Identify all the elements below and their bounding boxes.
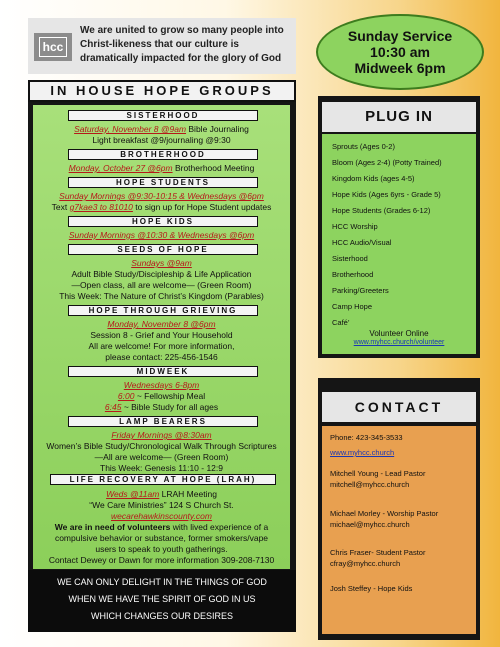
lrah-line-4: users to speak to youth gatherings. (95, 544, 228, 554)
lrah-when-line (34, 489, 289, 499)
plug-in-item: Sprouts (Ages 0-2) (332, 142, 395, 151)
lamp-when (34, 430, 289, 440)
brotherhood-when-line (34, 163, 289, 173)
grieving-line-2: All are welcome! For more information, (88, 341, 235, 351)
seeds-line-2: —Open class, all are welcome— (Green Room) (71, 280, 252, 290)
midweek-header: MIDWEEK (68, 366, 258, 377)
contact-website[interactable]: www.myhcc.church (330, 448, 395, 457)
hope-students-when-text: Sunday Mornings @9:30-10:15 & Wednesdays @6pm (59, 191, 264, 201)
grieving-line-3: please contact: 225-456-1546 (105, 352, 218, 362)
plug-in-item: Sisterhood (332, 254, 368, 263)
midweek-when (34, 380, 289, 390)
brotherhood-when: Monday, October 27 @6pm (68, 163, 173, 173)
seeds-when-text: Sundays @9am (131, 258, 192, 268)
hope-kids-header: HOPE KIDS (68, 216, 258, 227)
seeds-line-3: This Week: The Nature of Christ’s Kingdom (Parables) (59, 291, 264, 301)
plug-in-item: Camp Hope (332, 302, 373, 311)
plug-in-item: Bloom (Ages 2-4) (Potty Trained) (332, 158, 442, 167)
contact-person-1-name: Mitchell Young - Lead Pastor (330, 469, 426, 478)
sisterhood-when: Saturday, November 8 @9am (74, 124, 187, 134)
banner-line-3: WHICH CHANGES OUR DESIRES (90, 611, 233, 621)
hcc-logo: hcc (34, 33, 72, 61)
grieving-header: HOPE THROUGH GRIEVING (68, 305, 258, 316)
plug-in-item: Café’ (332, 318, 350, 327)
hope-students-code: g7kae3 to 81010 (69, 202, 133, 212)
contact-title: CONTACT (322, 392, 476, 422)
midweek-meal-desc: ~ Fellowship Meal (134, 391, 206, 401)
service-line-3: Midweek 6pm (354, 60, 446, 76)
contact-website-wrap (330, 447, 394, 458)
midweek-study-line (34, 402, 289, 412)
hope-kids-when (34, 230, 289, 240)
plug-in-item: Hope Kids (Ages 6yrs - Grade 5) (332, 190, 441, 199)
lrah-line-2 (34, 522, 289, 532)
midweek-study-time: 6:45 (104, 402, 122, 412)
lamp-line-2: —All are welcome— (Green Room) (94, 452, 229, 462)
lrah-volunteers-rest: with lived experience of a (170, 522, 269, 532)
plug-in-title: PLUG IN (322, 102, 476, 132)
lrah-link[interactable]: wecarehawkinscounty.com (111, 511, 212, 521)
brotherhood-what: Brotherhood Meeting (172, 163, 255, 173)
grieving-when-text: Monday, November 8 @6pm (107, 319, 216, 329)
service-line-2: 10:30 am (370, 44, 430, 60)
contact-person-1-email: mitchell@myhcc.church (330, 480, 410, 489)
scripture-banner (28, 570, 296, 632)
hope-students-text-line (34, 202, 289, 212)
lamp-line-1: Women’s Bible Study/Chronological Walk Through Scriptures (46, 441, 277, 451)
service-line-1: Sunday Service (347, 28, 453, 44)
midweek-meal-time: 6:00 (117, 391, 135, 401)
volunteer-label: Volunteer Online (369, 329, 429, 338)
plug-in-item: HCC Worship (332, 222, 378, 231)
mission-statement: We are united to grow so many people into Christ-likeness that our culture is dramatically impacted for the glory of God (80, 25, 284, 64)
hope-students-text-post: to sign up for Hope Student updates (132, 202, 272, 212)
brotherhood-header: BROTHERHOOD (68, 149, 258, 160)
volunteer-link-wrap (322, 339, 476, 346)
seeds-of-hope-header: SEEDS OF HOPE (68, 244, 258, 255)
volunteer-link[interactable]: www.myhcc.church/volunteer (353, 339, 445, 346)
hope-kids-when-text: Sunday Mornings @10:30 & Wednesdays @6pm (68, 230, 255, 240)
seeds-when (34, 258, 289, 268)
lrah-line-5: Contact Dewey or Dawn for more information 309-208-7130 (48, 555, 275, 565)
seeds-line-1: Adult Bible Study/Discipleship & Life Application (71, 269, 252, 279)
sisterhood-when-line (34, 124, 289, 134)
lrah-what: LRAH Meeting (159, 489, 217, 499)
plug-in-item: Parking/Greeters (332, 286, 389, 295)
plug-in-item: Kingdom Kids (ages 4-5) (332, 174, 415, 183)
banner-line-2: WHEN WE HAVE THE SPIRIT OF GOD IN US (68, 594, 256, 604)
sisterhood-what: Bible Journaling (186, 124, 249, 134)
midweek-study-desc: ~ Bible Study for all ages (121, 402, 219, 412)
plug-in-item: HCC Audio/Visual (332, 238, 392, 247)
lrah-link-line (34, 511, 289, 521)
lamp-when-text: Friday Mornings @8:30am (111, 430, 212, 440)
lrah-line-1: “We Care Ministries” 124 S Church St. (89, 500, 234, 510)
grieving-when (34, 319, 289, 329)
midweek-meal-line (34, 391, 289, 401)
lrah-line-3: compulsive behavior or substance, former smokers/vape (54, 533, 269, 543)
hope-groups-title: IN HOUSE HOPE GROUPS (28, 80, 296, 102)
lamp-line-3: This Week: Genesis 11:10 - 12:9 (100, 463, 223, 473)
contact-person-2-email: michael@myhcc.church (330, 520, 410, 529)
hope-students-when (34, 191, 289, 201)
service-times-badge (316, 14, 484, 90)
contact-person-3-email: cfray@myhcc.church (330, 559, 401, 568)
lrah-volunteers-bold: We are in need of volunteers (54, 522, 171, 532)
banner-line-1: WE CAN ONLY DELIGHT IN THE THINGS OF GOD (57, 577, 267, 587)
contact-person-2-name: Michael Morley - Worship Pastor (330, 509, 439, 518)
lrah-header: LIFE RECOVERY AT HOPE (LRAH) (50, 474, 276, 485)
sisterhood-header: SISTERHOOD (68, 110, 258, 121)
plug-in-item: Hope Students (Grades 6-12) (332, 206, 431, 215)
hope-students-text-pre: Text (51, 202, 70, 212)
grieving-line-1: Session 8 - Grief and Your Household (90, 330, 233, 340)
lrah-when: Weds @11am (106, 489, 160, 499)
contact-person-4-name: Josh Steffey - Hope Kids (330, 584, 413, 593)
contact-phone: Phone: 423-345-3533 (330, 433, 403, 442)
sisterhood-details: Light breakfast @9/journaling @9:30 (92, 135, 231, 145)
lamp-bearers-header: LAMP BEARERS (68, 416, 258, 427)
plug-in-item: Brotherhood (332, 270, 374, 279)
midweek-when-text: Wednesdays 6-8pm (123, 380, 200, 390)
hope-students-header: HOPE STUDENTS (68, 177, 258, 188)
contact-person-3-name: Chris Fraser- Student Pastor (330, 548, 426, 557)
